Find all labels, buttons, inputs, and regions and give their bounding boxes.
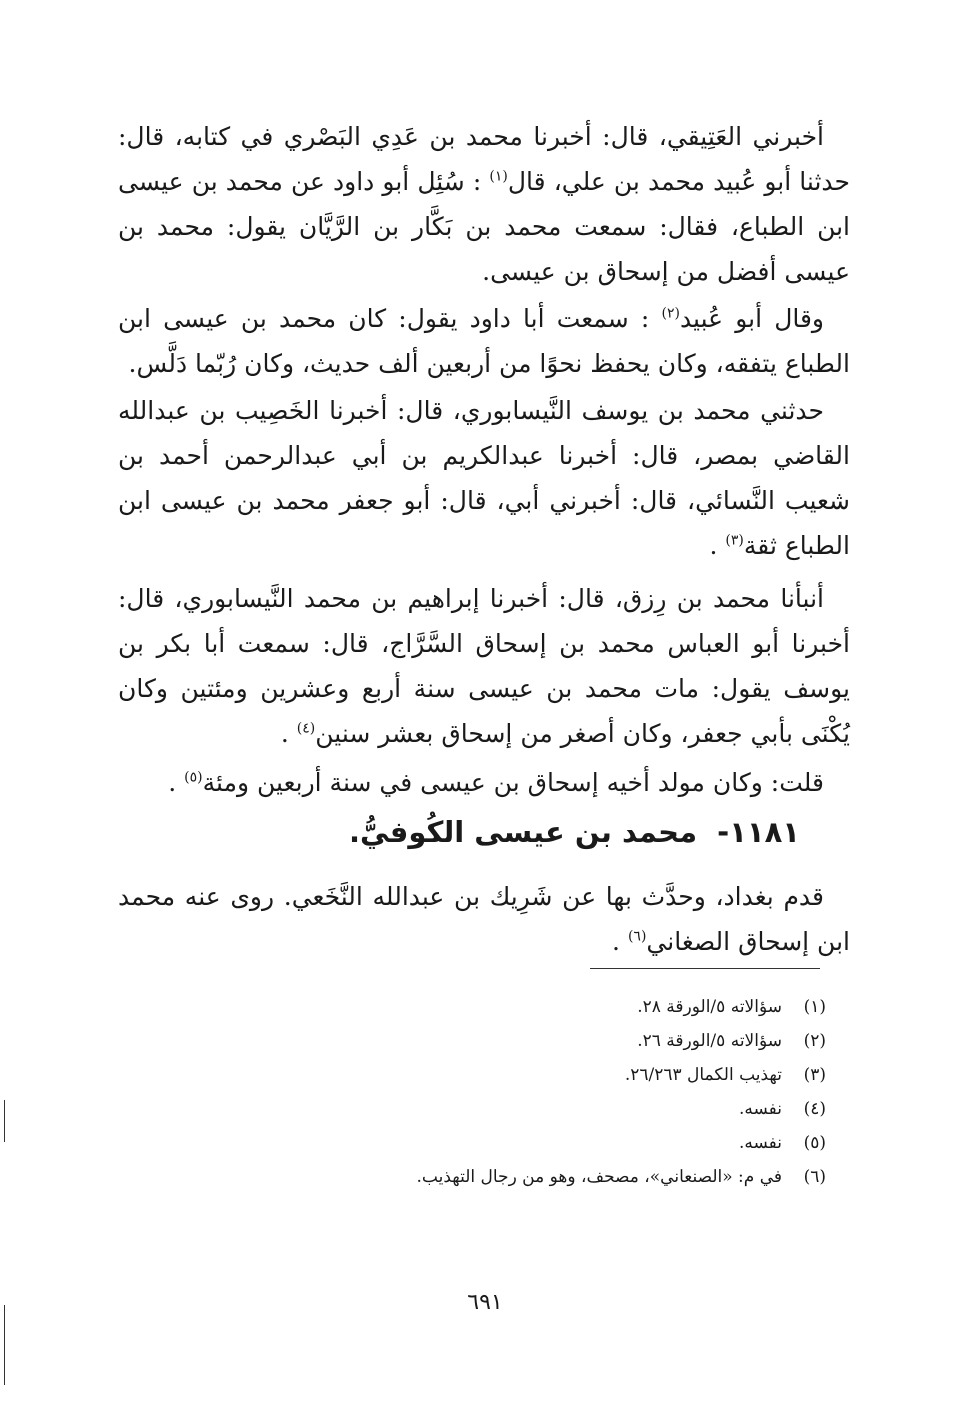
footnote-item — [118, 1092, 826, 1126]
footnote-item — [118, 990, 826, 1024]
footnote-marker: (٣) — [725, 532, 744, 549]
paragraph-text: أنبأنا محمد بن رِزق، قال: أخبرنا إبراهيم بن محمد النَّيسابوري، قال: أخبرنا أبو العباس محمد بن إسحاق السَّرَّاج، قال: سمعت أبا بكر بن يوسف يقول: مات محمد بن عيسى سنة أربع وعشرين ومئتين وكان يُكْنَى بأبي جعفر، وكان أصغر من إسحاق بعشر سنين — [118, 584, 850, 748]
page-number: ٦٩١ — [467, 1290, 503, 1315]
paragraph — [118, 760, 850, 805]
entry-title: محمد بن عيسى الكُوفيُّ. — [348, 815, 698, 849]
paragraph — [118, 874, 850, 964]
footnotes-list — [118, 990, 826, 1194]
paragraph-text-continued: . — [709, 531, 718, 560]
footnote-separator — [590, 968, 820, 969]
footnote-marker: (١) — [489, 168, 508, 185]
footnote-item — [118, 1058, 826, 1092]
footnote-text: نفسه. — [738, 1099, 782, 1119]
footnote-marker: (٦) — [627, 928, 647, 945]
paragraph-text-continued: . — [280, 719, 289, 748]
footnote-number: (٦) — [803, 1167, 826, 1187]
footnote-marker: (٢) — [661, 305, 680, 322]
footnote-marker: (٤) — [296, 720, 316, 737]
paragraph-text: قلت: وكان مولد أخيه إسحاق بن عيسى في سنة أربعين ومئة — [202, 768, 824, 797]
paragraph-text: وقال أبو عُبيد — [679, 304, 825, 333]
scan-margin-line — [4, 1305, 5, 1385]
paragraph — [118, 296, 850, 386]
main-text-lower — [118, 874, 850, 964]
paragraph-text: حدثني محمد بن يوسف النَّيسابوري، قال: أخبرنا الخَصِيب بن عبدالله القاضي بمصر، قال: أخبرنا عبدالكريم بن أبي عبدالرحمن أحمد بن شعيب النَّسائي، قال: أخبرني أبي، قال: أبو جعفر محمد بن عيسى ابن الطباع ثقة — [118, 396, 850, 560]
footnote-number: (٢) — [803, 1031, 826, 1051]
paragraph-text-continued: . — [612, 927, 620, 956]
footnote-number: (٣) — [803, 1065, 826, 1085]
footnote-text: نفسه. — [738, 1133, 782, 1153]
footnote-item — [118, 1024, 826, 1058]
footnote-text: في م: «الصنعاني»، مصحف، وهو من رجال التهذيب. — [416, 1167, 782, 1187]
paragraph-text-continued: . — [168, 768, 177, 797]
paragraph — [118, 114, 850, 294]
footnote-item — [118, 1160, 826, 1194]
footnote-marker: (٥) — [184, 769, 203, 786]
paragraph — [118, 576, 850, 756]
footnote-number: (٥) — [803, 1133, 826, 1153]
paragraph-text-continued: : سُئِل أبو داود عن محمد بن عيسى ابن الطباع، فقال: سمعت محمد بن بَكَّار بن الرَّيَّان يقول: محمد بن عيسى أفضل من إسحاق بن عيسى. — [118, 167, 850, 286]
footnote-text: سؤالاته ٥/الورقة ٢٨. — [637, 997, 782, 1017]
footnote-text: سؤالاته ٥/الورقة ٢٦. — [637, 1031, 782, 1051]
entry-number: ١١٨١- — [717, 815, 800, 849]
footnote-number: (١) — [803, 997, 826, 1017]
entry-heading — [118, 810, 800, 854]
paragraph-text: أخبرني العَتِيقي، قال: أخبرنا محمد بن عَدِي البَصْري في كتابه، قال: حدثنا أبو عُبيد محمد بن علي، قال — [118, 122, 851, 196]
footnote-item — [118, 1126, 826, 1160]
main-text-upper — [118, 114, 850, 805]
footnote-number: (٤) — [803, 1099, 826, 1119]
paragraph-text: قدم بغداد، وحدَّث بها عن شَرِيك بن عبدالله النَّخَعي. روى عنه محمد ابن إسحاق الصغاني — [118, 882, 850, 956]
paragraph-text-continued: : سمعت أبا داود يقول: كان محمد بن عيسى ابن الطباع يتفقه، وكان يحفظ نحوًا من أربعين ألف حديث، وكان رُبّما دَلَّس. — [118, 304, 850, 378]
scan-margin-line — [4, 1100, 5, 1142]
paragraph — [118, 388, 850, 568]
footnote-text: تهذيب الكمال ٢٦/٢٦٣. — [624, 1065, 782, 1085]
